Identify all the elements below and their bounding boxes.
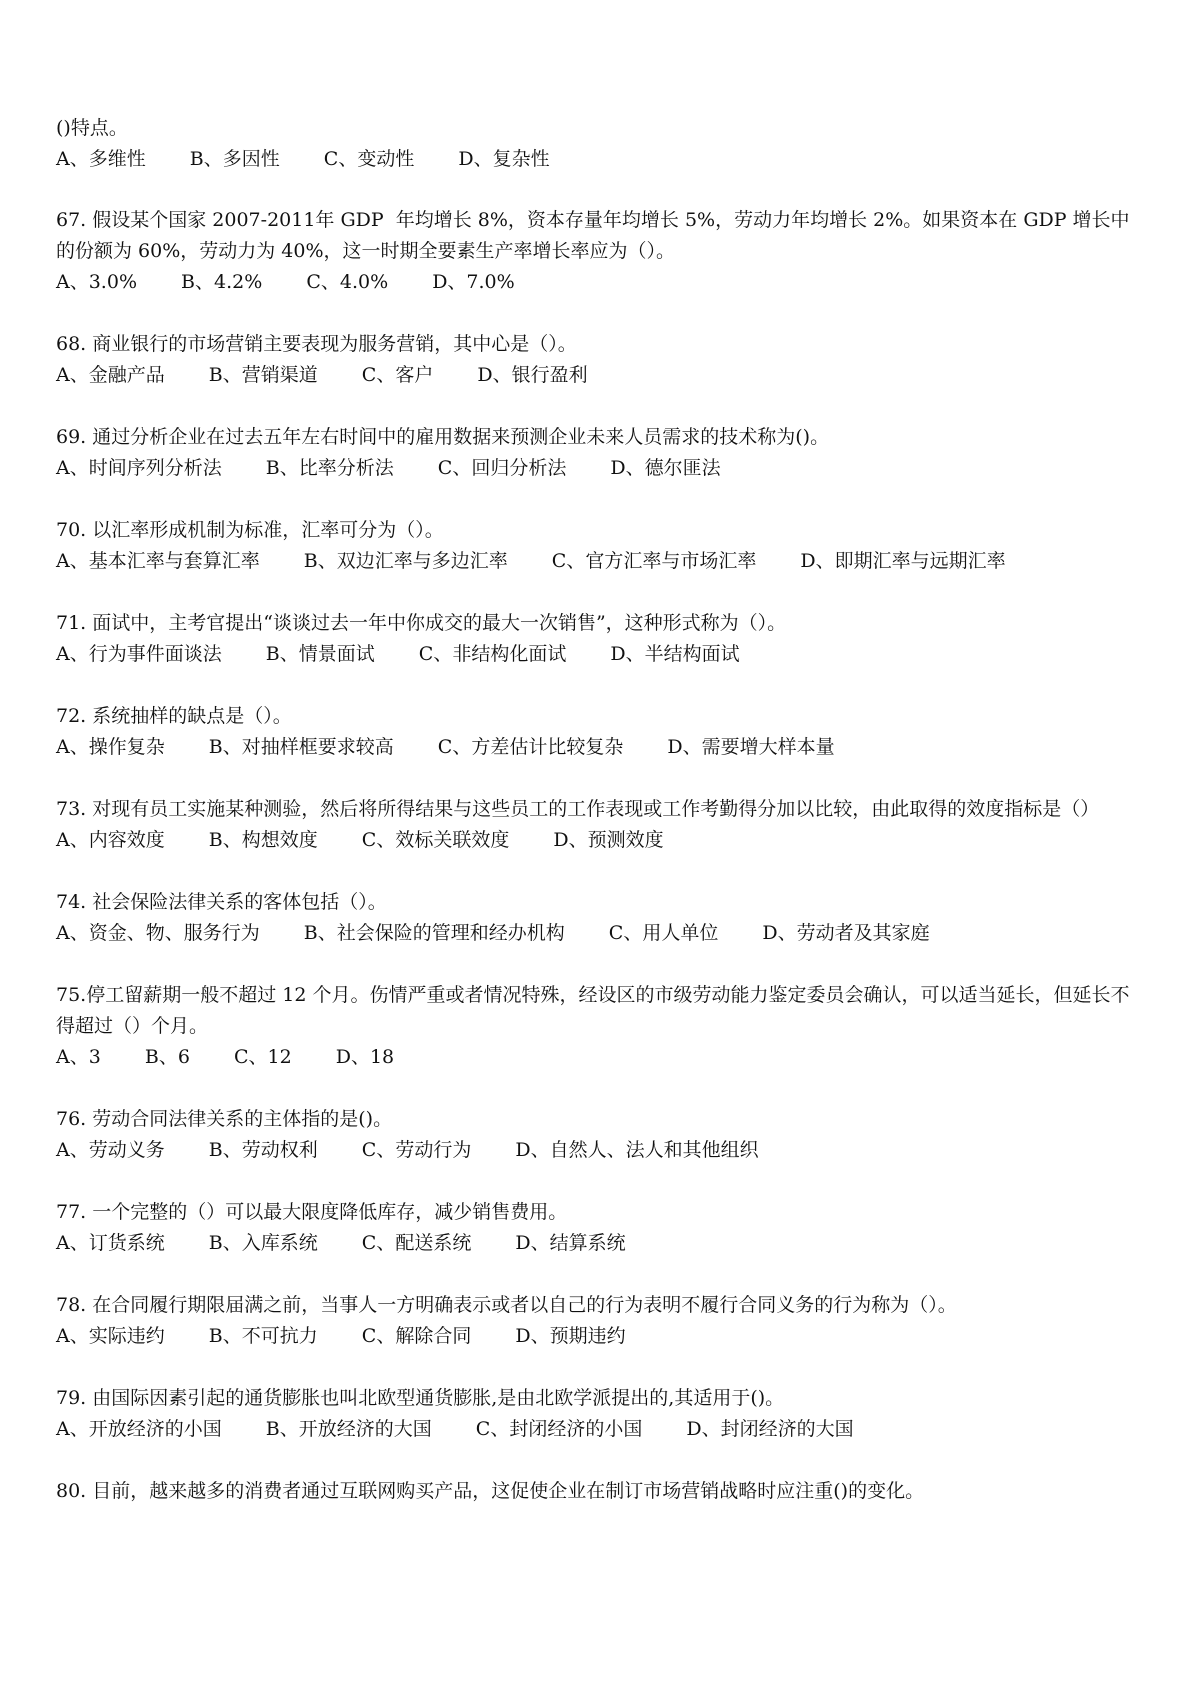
option-b: B、双边汇率与多边汇率 [303,550,508,572]
question-stem: 79. 由国际因素引起的通货膨胀也叫北欧型通货膨胀,是由北欧学派提出的,其适用于()。 [56,1387,785,1409]
question-stem: 76. 劳动合同法律关系的主体指的是()。 [56,1108,393,1130]
option-c: C、客户 [361,364,434,386]
option-d: D、结算系统 [515,1232,626,1254]
question-options [56,453,1136,484]
question-list [56,113,1136,1538]
option-d: D、劳动者及其家庭 [762,922,930,944]
question-stem: 72. 系统抽样的缺点是（）。 [56,705,292,727]
question-options [56,144,1136,175]
question-item [56,329,1136,391]
option-a: A、3.0% [56,271,137,293]
question-item [56,1104,1136,1166]
question-stem: 67. 假设某个国家 2007-2011年 GDP 年均增长 8%，资本存量年均增长 5%，劳动力年均增长 2%。如果资本在 GDP 增长中的份额为 60%，劳动力为 40%，这一时期全要素生产率增长率应为（）。 [56,209,1130,262]
option-c: C、配送系统 [361,1232,472,1254]
question-options [56,360,1136,391]
question-stem: 77. 一个完整的（）可以最大限度降低库存，减少销售费用。 [56,1201,568,1223]
option-c: C、解除合同 [361,1325,472,1347]
option-c: C、12 [233,1046,292,1068]
question-stem: 78. 在合同履行期限届满之前，当事人一方明确表示或者以自己的行为表明不履行合同义务的行为称为（）。 [56,1294,957,1316]
option-b: B、营销渠道 [208,364,318,386]
option-d: D、封闭经济的大国 [686,1418,854,1440]
question-stem: 68. 商业银行的市场营销主要表现为服务营销，其中心是（）。 [56,333,577,355]
question-stem: 74. 社会保险法律关系的客体包括（）。 [56,891,387,913]
option-d: D、即期汇率与远期汇率 [800,550,1006,572]
question-item [56,515,1136,577]
question-options [56,1042,1136,1073]
option-d: D、预测效度 [553,829,664,851]
option-b: B、多因性 [189,148,280,170]
option-d: D、7.0% [432,271,515,293]
question-options [56,639,1136,670]
option-c: C、回归分析法 [437,457,567,479]
option-a: A、内容效度 [56,829,165,851]
option-b: B、情景面试 [265,643,375,665]
question-item [56,205,1136,298]
question-item [56,1290,1136,1352]
question-stem: ()特点。 [56,117,128,139]
question-options [56,1414,1136,1445]
question-item [56,1197,1136,1259]
option-c: C、劳动行为 [361,1139,472,1161]
question-options [56,918,1136,949]
option-d: D、18 [335,1046,395,1068]
option-c: C、变动性 [323,148,415,170]
question-options [56,1228,1136,1259]
option-a: A、3 [56,1046,101,1068]
option-b: B、劳动权利 [208,1139,318,1161]
question-item [56,608,1136,670]
option-c: C、非结构化面试 [418,643,567,665]
option-d: D、德尔匪法 [610,457,721,479]
option-a: A、订货系统 [56,1232,165,1254]
question-options [56,732,1136,763]
option-d: D、复杂性 [458,148,550,170]
question-stem: 69. 通过分析企业在过去五年左右时间中的雇用数据来预测企业未来人员需求的技术称为()。 [56,426,830,448]
option-d: D、预期违约 [515,1325,626,1347]
question-item [56,980,1136,1073]
question-stem: 80. 目前，越来越多的消费者通过互联网购买产品，这促使企业在制订市场营销战略时应注重()的变化。 [56,1480,925,1502]
question-item [56,422,1136,484]
option-b: B、社会保险的管理和经办机构 [303,922,565,944]
option-a: A、多维性 [56,148,146,170]
option-b: B、开放经济的大国 [265,1418,432,1440]
question-item [56,1383,1136,1445]
option-b: B、比率分析法 [265,457,394,479]
option-a: A、实际违约 [56,1325,165,1347]
option-b: B、4.2% [181,271,263,293]
option-b: B、对抽样框要求较高 [208,736,394,758]
option-c: C、效标关联效度 [361,829,510,851]
question-options [56,546,1136,577]
option-c: C、方差估计比较复杂 [437,736,624,758]
option-c: C、封闭经济的小国 [475,1418,643,1440]
question-stem: 73. 对现有员工实施某种测验，然后将所得结果与这些员工的工作表现或工作考勤得分加以比较，由此取得的效度指标是（） [56,798,1100,820]
option-a: A、时间序列分析法 [56,457,222,479]
question-stem: 75.停工留薪期一般不超过 12 个月。伤情严重或者情况特殊，经设区的市级劳动能力鉴定委员会确认，可以适当延长，但延长不得超过（）个月。 [56,984,1130,1037]
option-a: A、基本汇率与套算汇率 [56,550,260,572]
question-options [56,1135,1136,1166]
option-b: B、6 [144,1046,190,1068]
option-c: C、官方汇率与市场汇率 [551,550,757,572]
question-item [56,113,1136,175]
option-d: D、半结构面试 [610,643,740,665]
question-item [56,887,1136,949]
question-item [56,701,1136,763]
question-options [56,825,1136,856]
option-d: D、自然人、法人和其他组织 [515,1139,759,1161]
option-a: A、开放经济的小国 [56,1418,222,1440]
option-b: B、构想效度 [208,829,318,851]
option-c: C、4.0% [306,271,389,293]
question-stem: 71. 面试中，主考官提出“谈谈过去一年中你成交的最大一次销售”，这种形式称为（）。 [56,612,787,634]
option-b: B、不可抗力 [208,1325,318,1347]
question-options [56,1321,1136,1352]
option-a: A、金融产品 [56,364,165,386]
option-a: A、劳动义务 [56,1139,165,1161]
question-item [56,794,1136,856]
option-d: D、需要增大样本量 [667,736,835,758]
option-a: A、操作复杂 [56,736,165,758]
option-d: D、银行盈利 [477,364,588,386]
option-c: C、用人单位 [608,922,719,944]
question-options [56,267,1136,298]
option-a: A、行为事件面谈法 [56,643,222,665]
option-a: A、资金、物、服务行为 [56,922,260,944]
question-item [56,1476,1136,1507]
question-stem: 70. 以汇率形成机制为标准，汇率可分为（）。 [56,519,444,541]
option-b: B、入库系统 [208,1232,318,1254]
